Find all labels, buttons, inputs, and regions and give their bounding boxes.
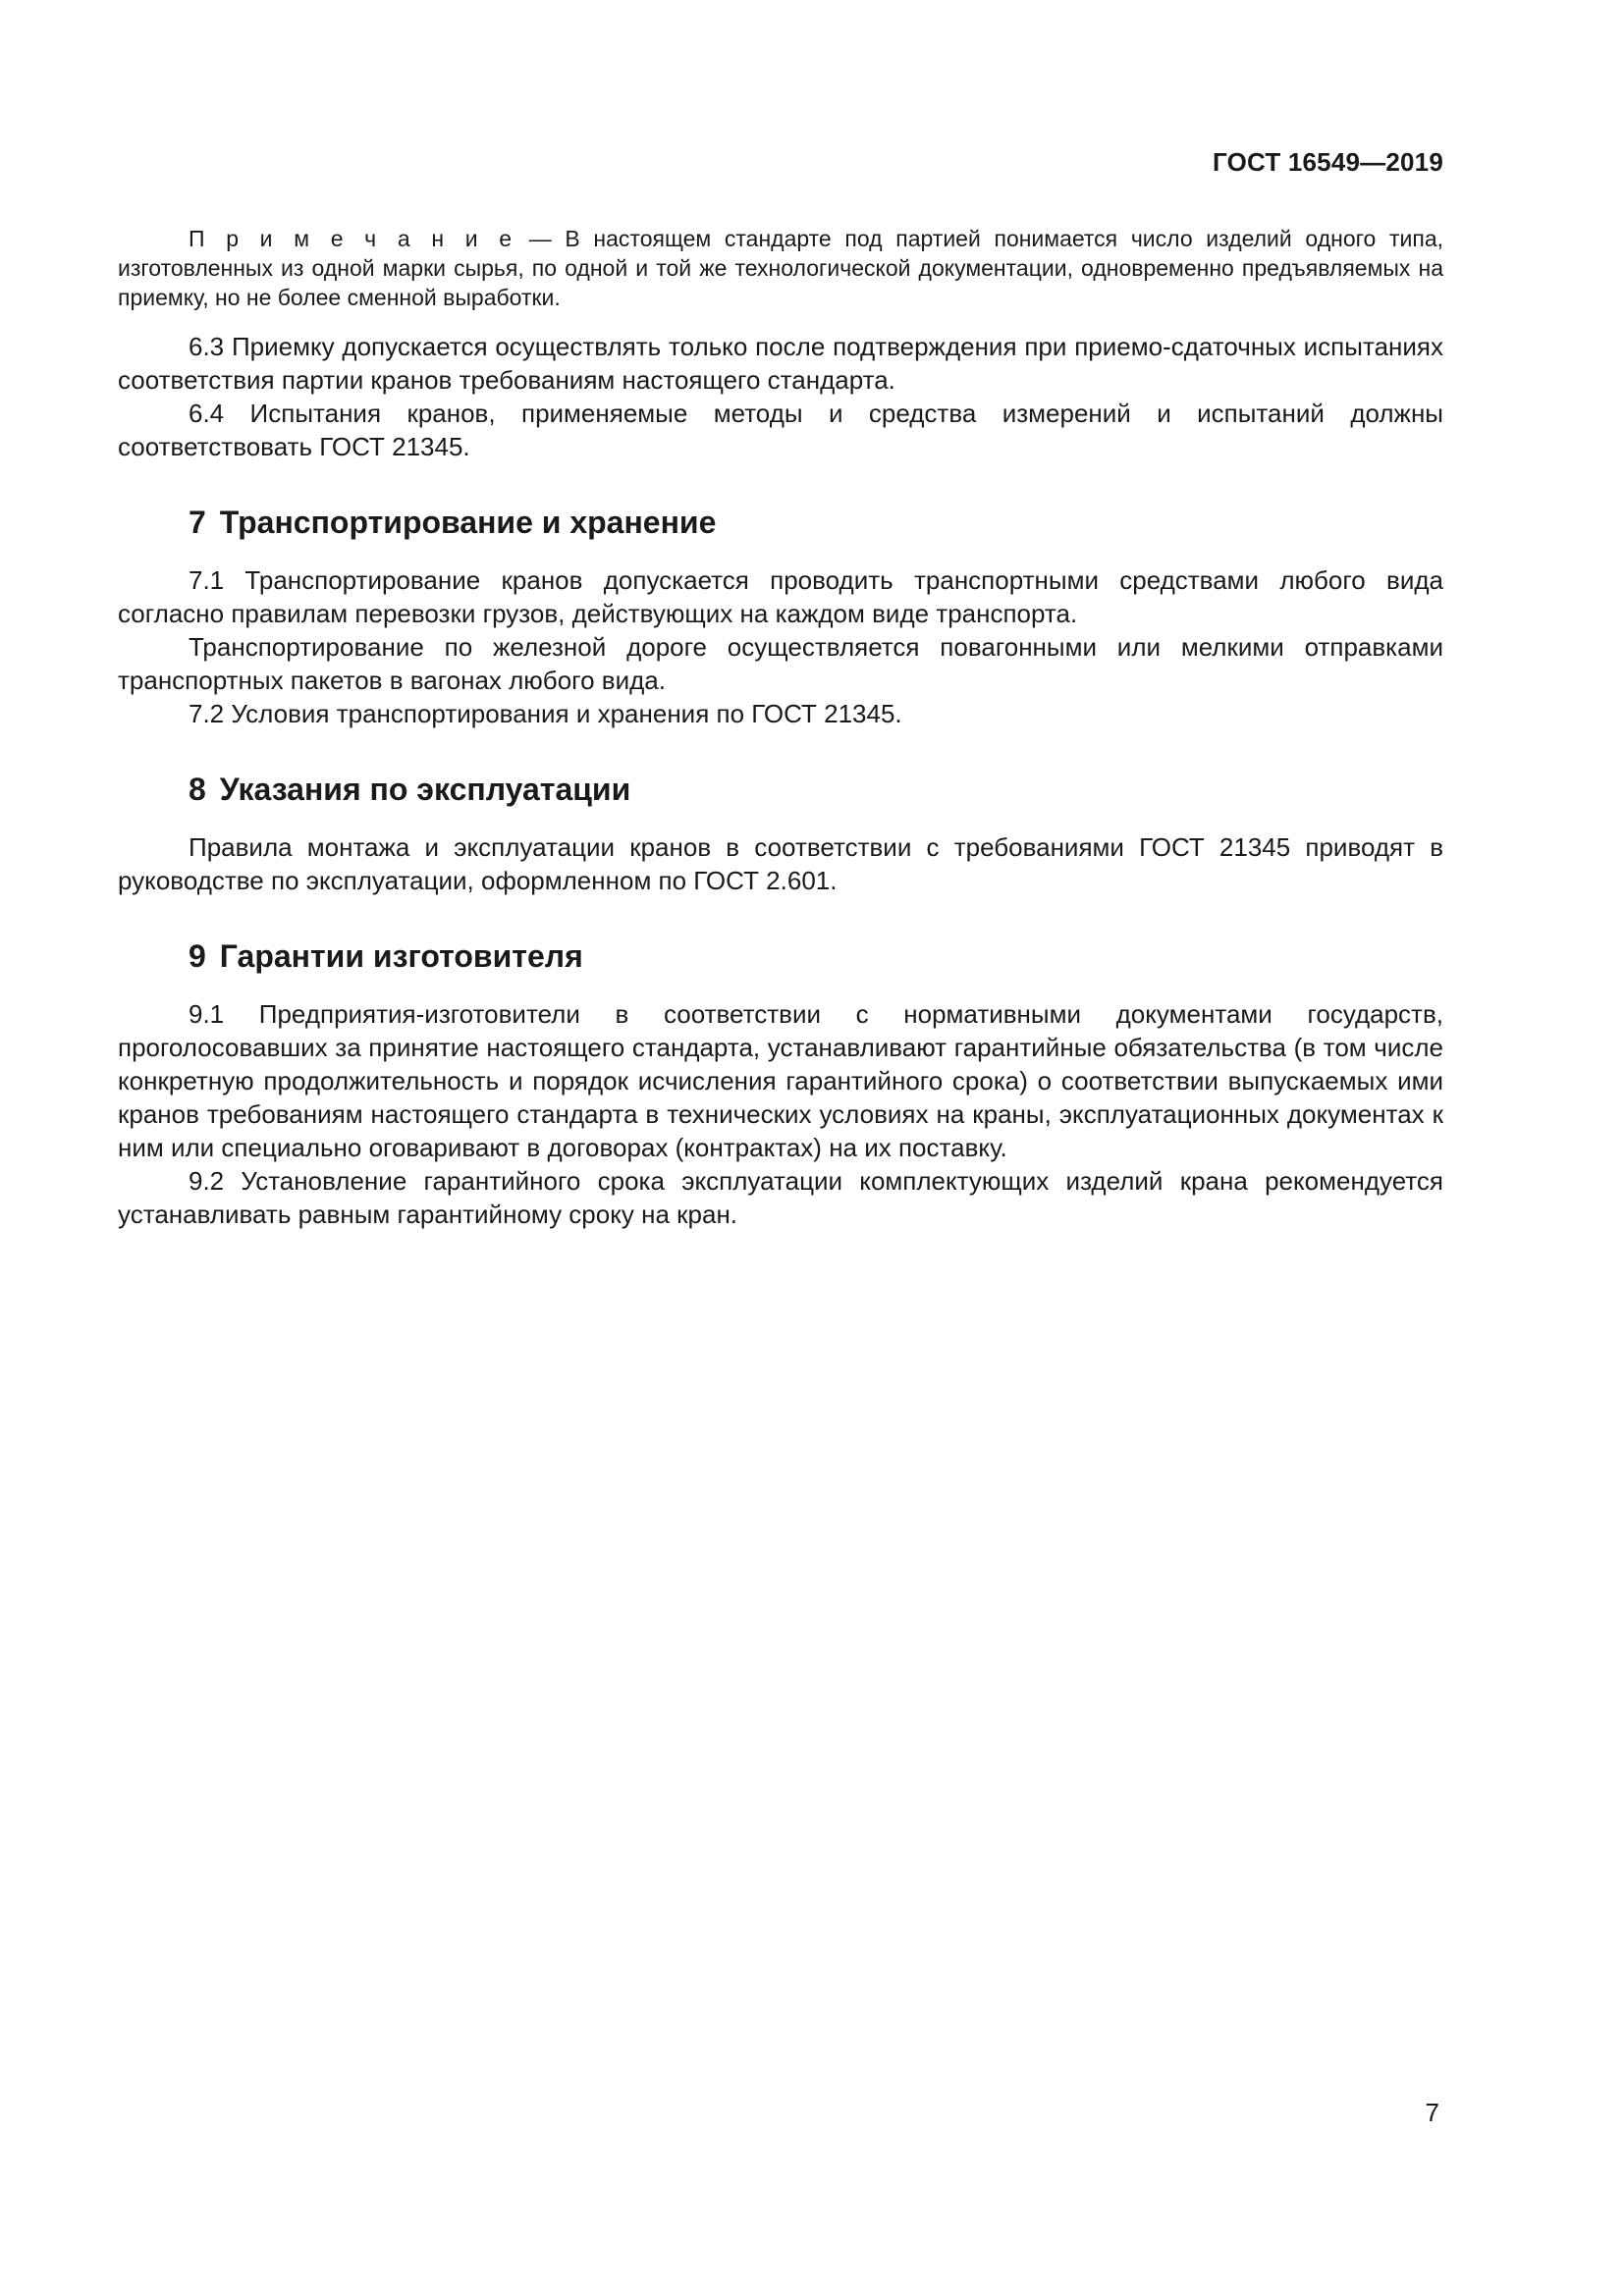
section-7-title: Транспортирование и хранение bbox=[219, 505, 717, 540]
section-8-heading bbox=[189, 770, 1443, 809]
clause-7-1-continued: Транспортирование по железной дороге осуществляется повагонными или мелкими отправками транспортных пакетов в вагонах любого вида. bbox=[118, 632, 1443, 695]
clause-9-1: 9.1 Предприятия-изготовители в соответствии с нормативными документами государств, проголосовавших за принятие настоящего стандарта, устанавливают гарантийные обязательства (в том числе конкретную продолжительность и порядок исчисления гарантийного срока) о соответствии выпускаемых ими кранов требованиям настоящего стандарта в технических условиях на краны, эксплуатационных документах к ним или специально оговаривают в договорах (контрактах) на их поставку. bbox=[118, 999, 1443, 1162]
clause-7-1: 7.1 Транспортирование кранов допускается проводить транспортными средствами любого вида согласно правилам перевозки грузов, действующих на каждом виде транспорта. bbox=[118, 565, 1443, 628]
clause-9-2: 9.2 Установление гарантийного срока эксплуатации комплектующих изделий крана рекомендуется устанавливать равным гарантийному сроку на кран. bbox=[118, 1166, 1443, 1229]
clause-7-2: 7.2 Условия транспортирования и хранения по ГОСТ 21345. bbox=[189, 699, 902, 728]
note-text: В настоящем стандарте под партией понимается число изделий одного типа, изготовленных из одной марки сырья, по одной и той же технологической документации, одновременно предъявляемых на приемку, но не более сменной выработки. bbox=[118, 226, 1444, 310]
document-code-header: ГОСТ 16549—2019 bbox=[1213, 147, 1443, 177]
section-8-title: Указания по эксплуатации bbox=[219, 772, 631, 807]
section-9-title: Гарантии изготовителя bbox=[219, 938, 583, 974]
page-content bbox=[118, 224, 1443, 1231]
note-paragraph bbox=[118, 224, 1443, 312]
section-9-heading bbox=[189, 936, 1443, 976]
clause-6-3: 6.3 Приемку допускается осуществлять только после подтверждения при приемо-сдаточных испытаниях соответствия партии кранов требованиям настоящего стандарта. bbox=[118, 332, 1443, 395]
clause-6-4: 6.4 Испытания кранов, применяемые методы и средства измерений и испытаний должны соответствовать ГОСТ 21345. bbox=[118, 399, 1443, 461]
section-9-number: 9 bbox=[189, 938, 206, 974]
note-label: П р и м е ч а н и е bbox=[189, 226, 516, 251]
section-8-paragraph: Правила монтажа и эксплуатации кранов в соответствии с требованиями ГОСТ 21345 приводят в руководстве по эксплуатации, оформленном по ГОСТ 2.601. bbox=[118, 832, 1443, 895]
page-number: 7 bbox=[1425, 2098, 1439, 2127]
note-dash: — bbox=[515, 226, 566, 251]
section-7-heading bbox=[189, 503, 1443, 542]
section-7-number: 7 bbox=[189, 505, 206, 540]
section-8-number: 8 bbox=[189, 772, 206, 807]
